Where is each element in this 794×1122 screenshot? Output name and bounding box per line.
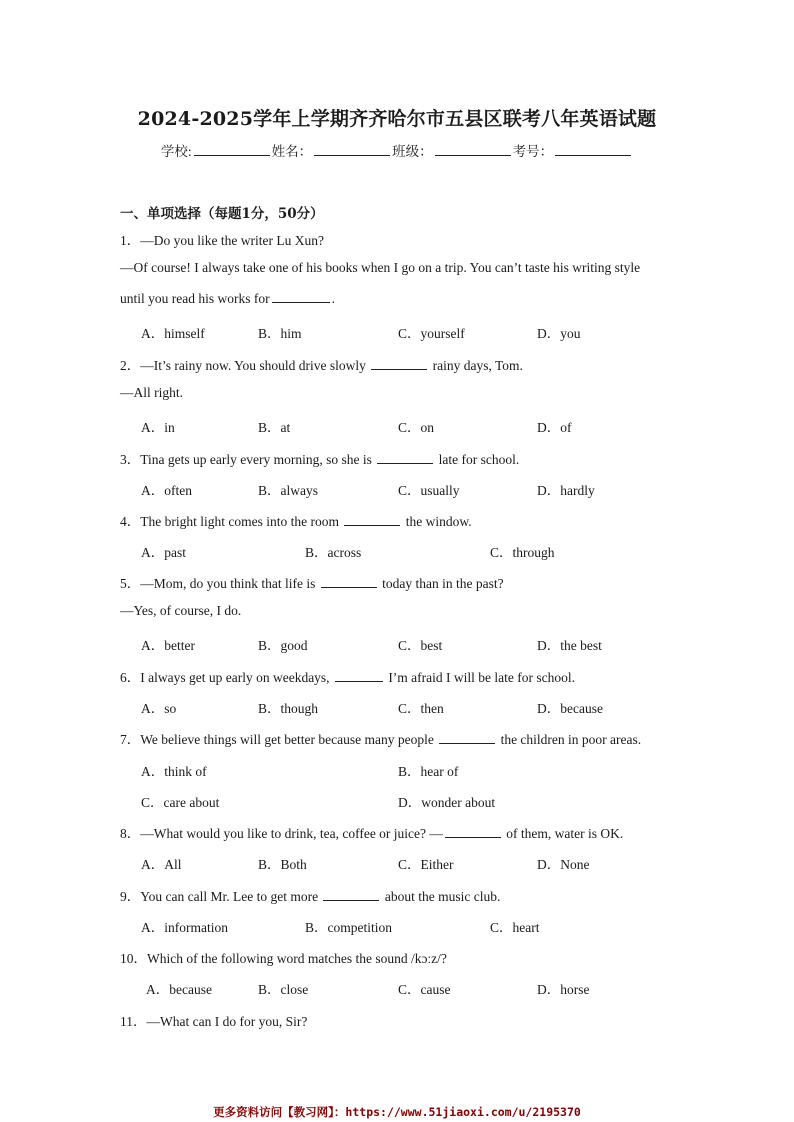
- q8-option-b: B．Both: [258, 857, 307, 872]
- q2-option-b: B．at: [258, 420, 291, 435]
- question-8-stem: 8．—What would you like to drink, tea, coffee or juice? — of them, water is OK.: [120, 826, 624, 841]
- q8-option-d: D．None: [537, 857, 590, 872]
- q1-option-b: B．him: [258, 326, 302, 341]
- answer-blank: [445, 826, 501, 838]
- section-title: 一、单项选择（每题1分，50分）: [120, 206, 324, 222]
- q4-option-c: C．through: [490, 545, 555, 560]
- footer-link[interactable]: 更多资料访问【教习网】：https://www.51jiaoxi.com/u/2195370: [213, 1105, 581, 1119]
- school-label: 学校:: [160, 144, 192, 159]
- question-5-stem: 5．—Mom, do you think that life is today than in the past?: [120, 576, 504, 591]
- school-blank: [194, 143, 270, 156]
- class-label: 班级：: [392, 144, 433, 159]
- q5-option-c: C．best: [398, 638, 443, 653]
- q10-option-d: D．horse: [537, 982, 590, 997]
- q7-option-c: C．care about: [141, 795, 220, 810]
- q1-option-d: D．you: [537, 326, 581, 341]
- q5-option-d: D．the best: [537, 638, 602, 653]
- q10-option-c: C．cause: [398, 982, 451, 997]
- question-5-reply: —Yes, of course, I do.: [120, 603, 242, 618]
- question-9-stem: 9．You can call Mr. Lee to get more about the music club.: [120, 889, 501, 904]
- q6-option-b: B．though: [258, 701, 319, 716]
- q6-option-c: C．then: [398, 701, 444, 716]
- q6-option-a: A．so: [141, 701, 177, 716]
- answer-blank: [323, 889, 379, 901]
- name-blank: [314, 143, 390, 156]
- q7-option-a: A．think of: [141, 764, 207, 779]
- question-1-stem: 1．—Do you like the writer Lu Xun?: [120, 233, 324, 248]
- question-4-stem: 4．The bright light comes into the room the window.: [120, 514, 472, 529]
- answer-blank: [371, 358, 427, 370]
- question-6-stem: 6．I always get up early on weekdays, I’m afraid I will be late for school.: [120, 670, 575, 685]
- question-1-reply: —Of course! I always take one of his books when I go on a trip. You can’t taste his writing style: [120, 260, 641, 275]
- q10-option-a: A．because: [146, 982, 212, 997]
- number-label: 考号：: [512, 144, 554, 159]
- question-1-continuation: until you read his works for .: [120, 291, 335, 306]
- answer-blank: [439, 732, 495, 744]
- question-7-stem: 7．We believe things will get better because many people the children in poor areas.: [120, 732, 642, 747]
- q1-option-a: A．himself: [141, 326, 205, 341]
- q8-option-a: A．All: [141, 857, 182, 872]
- answer-blank: [377, 452, 433, 464]
- answer-blank: [335, 670, 383, 682]
- q2-option-d: D．of: [537, 420, 572, 435]
- exam-title: 2024-2025学年上学期齐齐哈尔市五县区联考八年英语试题: [137, 108, 657, 130]
- q2-option-a: A．in: [141, 420, 175, 435]
- q6-option-d: D．because: [537, 701, 603, 716]
- q5-option-a: A．better: [141, 638, 195, 653]
- q7-option-d: D．wonder about: [398, 795, 496, 810]
- q3-option-c: C．usually: [398, 483, 460, 498]
- q5-option-b: B．good: [258, 638, 308, 653]
- q10-option-b: B．close: [258, 982, 309, 997]
- answer-blank: [344, 514, 400, 526]
- q9-option-a: A．information: [141, 920, 228, 935]
- class-blank: [435, 143, 511, 156]
- number-blank: [555, 143, 631, 156]
- q3-option-a: A．often: [141, 483, 192, 498]
- question-2-stem: 2．—It’s rainy now. You should drive slowly rainy days, Tom.: [120, 358, 523, 373]
- question-10-stem: 10．Which of the following word matches the sound /kɔːz/?: [120, 951, 447, 966]
- question-11-stem: 11．—What can I do for you, Sir?: [120, 1014, 308, 1029]
- q4-option-b: B．across: [305, 545, 362, 560]
- answer-blank: [321, 576, 377, 588]
- name-label: 姓名：: [271, 144, 313, 159]
- question-3-stem: 3．Tina gets up early every morning, so she is late for school.: [120, 452, 520, 467]
- q8-option-c: C．Either: [398, 857, 454, 872]
- q2-option-c: C．on: [398, 420, 435, 435]
- question-2-reply: —All right.: [120, 385, 183, 400]
- q3-option-b: B．always: [258, 483, 318, 498]
- q9-option-b: B．competition: [305, 920, 392, 935]
- q7-option-b: B．hear of: [398, 764, 459, 779]
- answer-blank: [272, 291, 330, 303]
- q4-option-a: A．past: [141, 545, 186, 560]
- q1-option-c: C．yourself: [398, 326, 465, 341]
- student-info-line: [0, 140, 794, 160]
- q9-option-c: C．heart: [490, 920, 540, 935]
- q3-option-d: D．hardly: [537, 483, 595, 498]
